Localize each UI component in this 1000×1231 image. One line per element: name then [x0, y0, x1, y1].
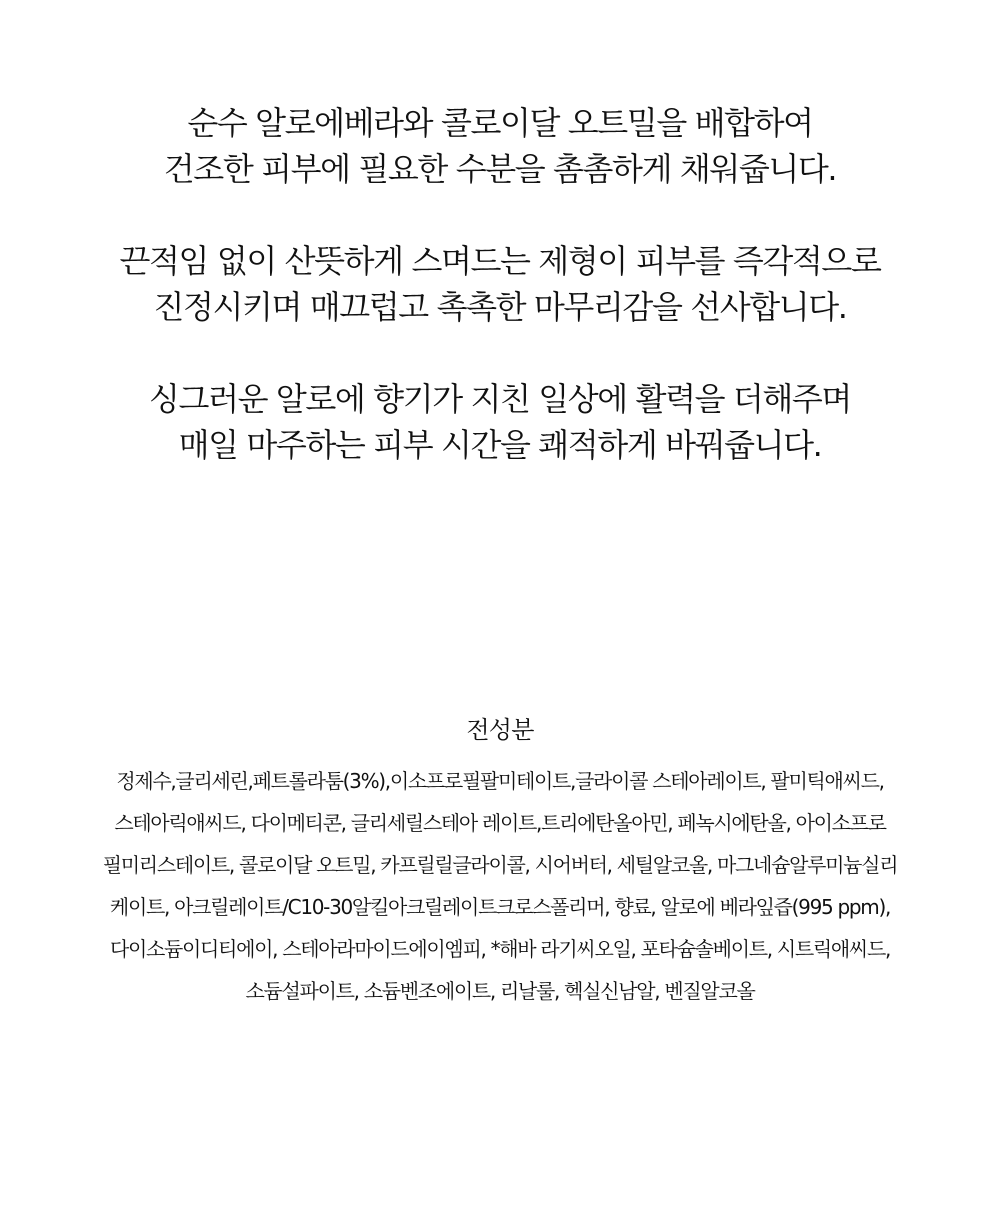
intro-paragraph-3 — [0, 376, 1000, 468]
intro-line: 싱그러운 알로에 향기가 지친 일상에 활력을 더해주며 — [149, 380, 851, 418]
intro-line: 끈적임 없이 산뜻하게 스며드는 제형이 피부를 즉각적으로 — [119, 242, 881, 280]
ingredients-line: 소듐설파이트, 소듐벤조에이트, 리날룰, 헥실신남알, 벤질알코올 — [245, 979, 755, 1003]
intro-paragraph-1 — [0, 100, 1000, 192]
ingredients-line: 케이트, 아크릴레이트/C10-30알킬아크릴레이트크로스폴리머, 향료, 알로에 베라잎즙(995 ppm), — [109, 895, 891, 919]
ingredients-line: 정제수,글리세린,페트롤라툼(3%),이소프로필팔미테이트,글라이콜 스테아레이트, 팔미틱애씨드, — [116, 769, 884, 793]
ingredients-line: 스테아릭애씨드, 다이메티콘, 글리세릴스테아 레이트,트리에탄올아민, 페녹시에탄올, 아이소프로 — [114, 811, 886, 835]
intro-section — [0, 100, 1000, 514]
ingredients-line: 필미리스테이트, 콜로이달 오트밀, 카프릴릴글라이콜, 시어버터, 세틸알코올, 마그네슘알루미늄실리 — [102, 853, 898, 877]
intro-paragraph-2 — [0, 238, 1000, 330]
intro-line: 진정시키며 매끄럽고 촉촉한 마무리감을 선사합니다. — [153, 288, 847, 326]
intro-line: 매일 마주하는 피부 시간을 쾌적하게 바꿔줍니다. — [178, 426, 822, 464]
ingredients-line: 다이소듐이디티에이, 스테아라마이드에이엠피, *해바 라기씨오일, 포타슘솔베이트, 시트릭애씨드, — [109, 937, 891, 961]
ingredients-title: 전성분 — [466, 716, 534, 744]
ingredients-section — [0, 708, 1000, 1012]
intro-line: 순수 알로에베라와 콜로이달 오트밀을 배합하여 — [187, 104, 813, 142]
intro-line: 건조한 피부에 필요한 수분을 촘촘하게 채워줍니다. — [163, 150, 837, 188]
